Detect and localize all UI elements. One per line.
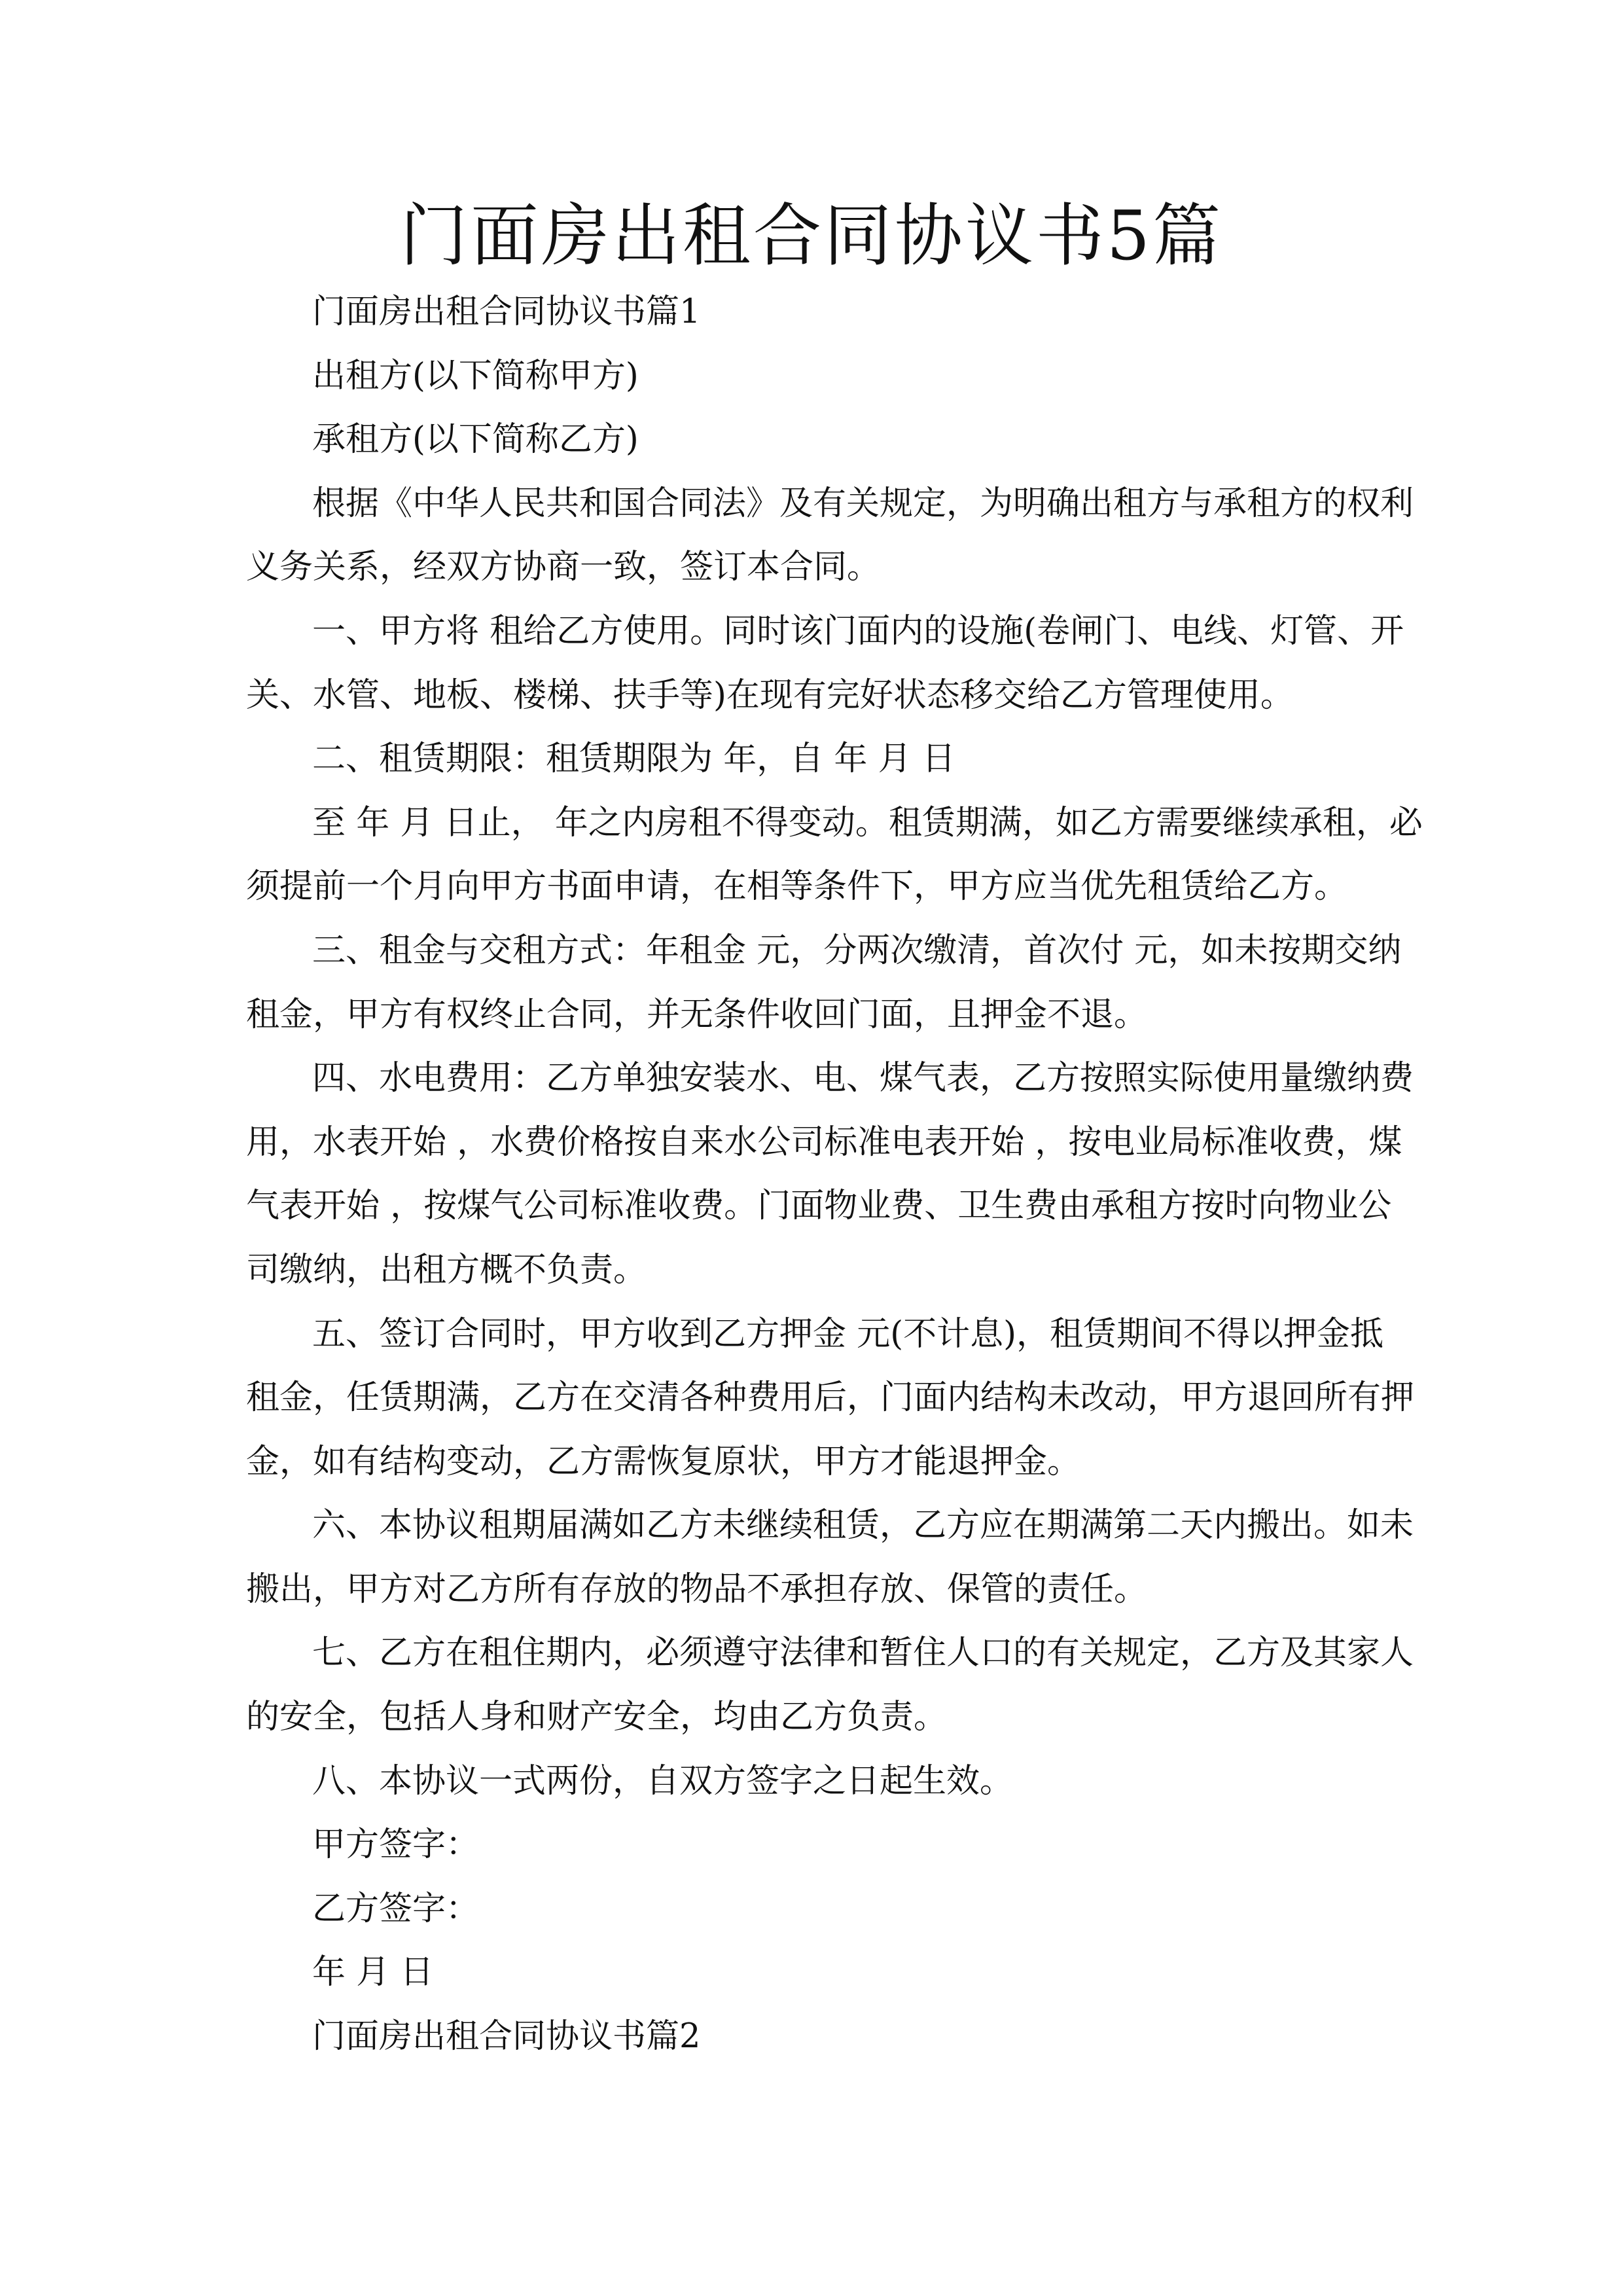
text-line: 出租方(以下简称甲方): [312, 356, 639, 395]
text-line: 租金，甲方有权终止合同，并无条件收回门面，且押金不退。: [246, 995, 1148, 1034]
text-line: 乙方签字：: [312, 1889, 480, 1928]
document-body: [246, 280, 1423, 2069]
text-line: 关、水管、地板、楼梯、扶手等)在现有完好状态移交给乙方管理使用。: [246, 675, 1294, 715]
text-line: 二、租赁期限：租赁期限为 年，自 年 月 日: [312, 740, 955, 779]
paragraph: [246, 600, 1404, 727]
text-line: 一、甲方将 租给乙方使用。同时该门面内的设施(卷闸门、电线、灯管、开: [312, 611, 1404, 651]
text-line: 八、本协议一式两份，自双方签字之日起生效。: [312, 1761, 1014, 1801]
paragraph: [246, 919, 1402, 1047]
text-line: 金，如有结构变动，乙方需恢复原状，甲方才能退押金。: [246, 1442, 1081, 1481]
paragraph: [246, 1813, 1377, 1877]
text-line: 六、本协议租期届满如乙方未继续租赁，乙方应在期满第二天内搬出。如未: [312, 1506, 1414, 1545]
paragraph: [246, 2005, 1377, 2069]
text-line: 四、水电费用：乙方单独安装水、电、煤气表，乙方按照实际使用量缴纳费: [312, 1059, 1414, 1098]
paragraph: [246, 1494, 1414, 1621]
paragraph: [246, 472, 1414, 600]
text-line: 年 月 日: [312, 1953, 434, 1992]
text-line: 五、签订合同时，甲方收到乙方押金 元(不计息)，租赁期间不得以押金抵: [312, 1314, 1384, 1354]
text-line: 三、租金与交租方式：年租金 元，分两次缴清，首次付 元，如未按期交纳: [312, 931, 1402, 970]
text-line: 义务关系，经双方协商一致，签订本合同。: [246, 548, 881, 587]
paragraph: [246, 1621, 1414, 1749]
paragraph: [246, 1749, 1377, 1814]
paragraph: [246, 280, 1377, 344]
text-line: 气表开始 ，按煤气公司标准收费。门面物业费、卫生费由承租方按时向物业公: [246, 1187, 1392, 1226]
text-line: 七、乙方在租住期内，必须遵守法律和暂住人口的有关规定，乙方及其家人: [312, 1634, 1414, 1673]
text-line: 须提前一个月向甲方书面申请，在相等条件下，甲方应当优先租赁给乙方。: [246, 867, 1348, 906]
paragraph: [246, 1877, 1377, 1941]
text-line: 至 年 月 日止， 年之内房租不得变动。租赁期满，如乙方需要继续承租，必: [312, 803, 1423, 842]
text-line: 搬出，甲方对乙方所有存放的物品不承担存放、保管的责任。: [246, 1570, 1148, 1609]
text-line: 甲方签字：: [312, 1825, 480, 1865]
paragraph: [246, 1941, 1377, 2005]
paragraph: [246, 1047, 1414, 1302]
text-line: 门面房出租合同协议书篇2: [312, 2017, 701, 2056]
paragraph: [246, 344, 1377, 408]
text-line: 承租方(以下简称乙方): [312, 420, 639, 459]
paragraph: [246, 408, 1377, 472]
paragraph: [246, 791, 1423, 919]
text-line: 门面房出租合同协议书篇1: [312, 293, 701, 331]
text-line: 租金，任赁期满，乙方在交清各种费用后，门面内结构未改动，甲方退回所有押: [246, 1378, 1415, 1418]
text-line: 的安全，包括人身和财产安全，均由乙方负责。: [246, 1698, 948, 1737]
text-line: 根据《中华人民共和国合同法》及有关规定，为明确出租方与承租方的权利: [312, 484, 1414, 523]
text-line: 用，水表开始 ，水费价格按自来水公司标准电表开始 ，按电业局标准收费，煤: [246, 1122, 1402, 1162]
paragraph: [246, 727, 1377, 791]
text-line: 司缴纳，出租方概不负责。: [246, 1250, 647, 1289]
document-title: 门面房出租合同协议书5篇: [399, 196, 1224, 276]
paragraph: [246, 1302, 1415, 1494]
